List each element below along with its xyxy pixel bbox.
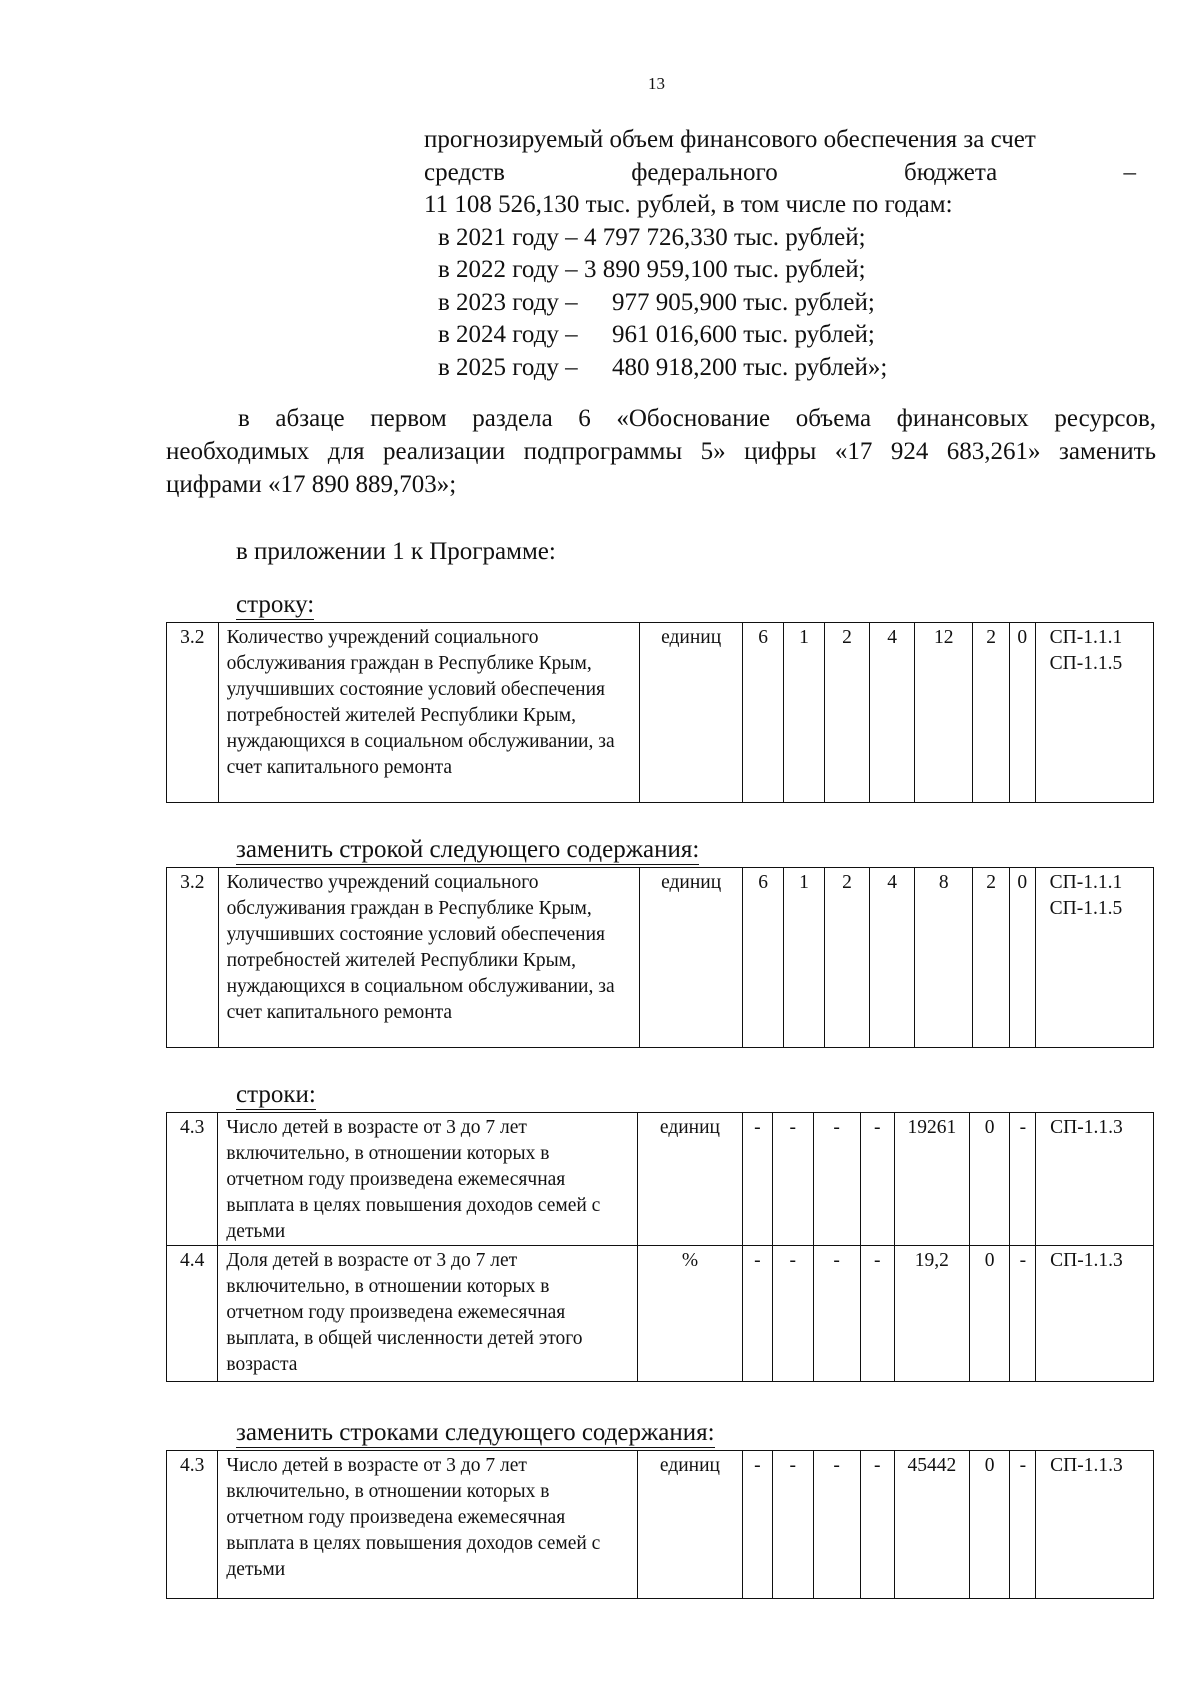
year-label: в 2023 году – (438, 288, 578, 316)
budget-line-1: прогнозируемый объем финансового обеспечения за счет (424, 126, 1036, 153)
value-cell: 4 (870, 623, 915, 803)
value-cell: - (1010, 1451, 1036, 1599)
code: СП-1.1.5 (1049, 653, 1123, 674)
year-label: в 2022 году – (438, 256, 578, 283)
table-rows-old (166, 1112, 1154, 1382)
code-cell (1035, 623, 1153, 803)
table-row (167, 623, 1154, 803)
table-row (167, 868, 1154, 1048)
code: СП-1.1.3 (1036, 1451, 1154, 1599)
value-cell: 0 (1009, 623, 1035, 803)
table-row-new (166, 867, 1154, 1048)
value-cell: 1 (784, 623, 825, 803)
year-amount: 4 797 726,330 тыс. рублей; (583, 223, 866, 251)
budget-line-2 (424, 157, 1136, 190)
year-amount: 3 890 959,100 тыс. рублей; (583, 256, 866, 283)
label-rows-old: строки: (236, 1081, 316, 1108)
unit: единиц (640, 623, 743, 803)
value-cell: - (813, 1246, 860, 1382)
table-row (167, 1246, 1154, 1382)
appendix-intro: в приложении 1 к Программе: (236, 538, 556, 565)
paragraph-line: цифрами «17 890 889,703»; (166, 471, 457, 498)
year-label: в 2021 году – (438, 223, 578, 251)
value-cell: 0 (1009, 868, 1035, 1048)
value-cell: 0 (969, 1113, 1010, 1246)
value-cell: - (742, 1113, 772, 1246)
budget-word: федерального (631, 158, 778, 186)
year-label: в 2024 году – (438, 321, 578, 348)
paragraph-line: в абзаце первом раздела 6 «Обоснование объема финансовых ресурсов, (238, 405, 1156, 432)
code-cell (1035, 868, 1153, 1048)
value-cell: - (772, 1246, 813, 1382)
indicator-name: Количество учреждений социального обслуживания граждан в Республике Крым, улучшивших состояние условий обеспечения потребностей жителей Республики Крым, нуждающихся в социальном обслуживании, за счет капитального ремонта (218, 868, 639, 1048)
value-cell: - (742, 1451, 772, 1599)
value-cell: 1 (784, 868, 825, 1048)
indicator-name: Число детей в возрасте от 3 до 7 лет включительно, в отношении которых в отчетном году произведена ежемесячная выплата в целях повышения доходов семей с детьми (218, 1113, 638, 1246)
value-cell: 6 (743, 623, 784, 803)
budget-word: – (1123, 158, 1136, 186)
indicator-name: Количество учреждений социального обслуживания граждан в Республике Крым, улучшивших состояние условий обеспечения потребностей жителей Республики Крым, нуждающихся в социальном обслуживании, за счет капитального ремонта (218, 623, 639, 803)
indicator-name: Доля детей в возрасте от 3 до 7 лет включительно, в отношении которых в отчетном году произведена ежемесячная выплата, в общей численности детей этого возраста (218, 1246, 638, 1382)
value-cell: - (1010, 1113, 1036, 1246)
year-amount: 480 918,200 тыс. рублей»; (611, 353, 888, 381)
value-cell: 2 (973, 868, 1010, 1048)
code: СП-1.1.3 (1036, 1113, 1154, 1246)
value-cell: 8 (915, 868, 973, 1048)
value-cell: 45442 (894, 1451, 969, 1599)
year-amount: 961 016,600 тыс. рублей; (611, 321, 875, 348)
year-label: в 2025 году – (438, 353, 578, 381)
value-cell: 6 (743, 868, 784, 1048)
budget-year-row (424, 254, 1136, 287)
budget-word: средств (424, 158, 505, 186)
budget-year-row (424, 352, 1136, 385)
value-cell: - (1010, 1246, 1036, 1382)
budget-block (424, 124, 1136, 384)
value-cell: 2 (824, 623, 869, 803)
unit: единиц (638, 1113, 743, 1246)
value-cell: 0 (969, 1246, 1010, 1382)
value-cell: 2 (973, 623, 1010, 803)
row-number: 4.3 (167, 1113, 218, 1246)
code: СП-1.1.5 (1049, 898, 1123, 919)
budget-year-row (424, 319, 1136, 352)
table-row (167, 1451, 1154, 1599)
budget-word: бюджета (903, 158, 998, 186)
table-row (167, 1113, 1154, 1246)
value-cell: - (772, 1113, 813, 1246)
paragraph-line: необходимых для реализации подпрограммы 5» цифры «17 924 683,261» заменить (166, 438, 1156, 465)
code: СП-1.1.1 (1049, 872, 1123, 893)
value-cell: - (860, 1113, 894, 1246)
row-number: 4.3 (167, 1451, 218, 1599)
year-amount: 977 905,900 тыс. рублей; (611, 288, 875, 316)
value-cell: - (772, 1451, 813, 1599)
value-cell: 19,2 (894, 1246, 969, 1382)
value-cell: - (860, 1246, 894, 1382)
value-cell: 4 (870, 868, 915, 1048)
value-cell: 2 (824, 868, 869, 1048)
row-number: 3.2 (167, 623, 219, 803)
page-number: 13 (648, 74, 665, 93)
unit: единиц (640, 868, 743, 1048)
table-rows-new (166, 1450, 1154, 1599)
row-number: 3.2 (167, 868, 219, 1048)
code: СП-1.1.3 (1036, 1246, 1154, 1382)
budget-year-row (424, 287, 1136, 320)
row-number: 4.4 (167, 1246, 218, 1382)
value-cell: 12 (915, 623, 973, 803)
code: СП-1.1.1 (1049, 627, 1123, 648)
value-cell: - (742, 1246, 772, 1382)
value-cell: 19261 (894, 1113, 969, 1246)
value-cell: - (813, 1451, 860, 1599)
table-row-old (166, 622, 1154, 803)
value-cell: 0 (969, 1451, 1010, 1599)
label-row-new: заменить строкой следующего содержания: (236, 836, 700, 863)
label-rows-new: заменить строками следующего содержания: (236, 1419, 715, 1446)
unit: % (638, 1246, 743, 1382)
indicator-name: Число детей в возрасте от 3 до 7 лет включительно, в отношении которых в отчетном году произведена ежемесячная выплата в целях повышения доходов семей с детьми (218, 1451, 638, 1599)
value-cell: - (813, 1113, 860, 1246)
unit: единиц (638, 1451, 743, 1599)
budget-year-row (424, 222, 1136, 255)
budget-line-3: 11 108 526,130 тыс. рублей, в том числе по годам: (424, 191, 953, 218)
amendment-paragraph (166, 402, 1156, 501)
label-row-old: строку: (236, 591, 315, 618)
value-cell: - (860, 1451, 894, 1599)
